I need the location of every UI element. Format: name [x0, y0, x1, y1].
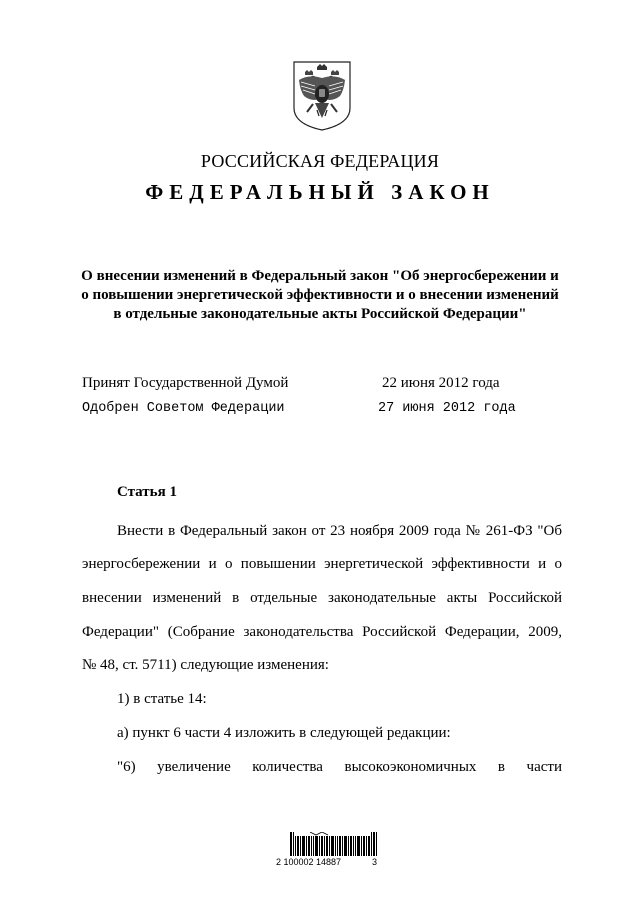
barcode-icon: [290, 832, 380, 856]
barcode-number: 2 100002 14887: [276, 857, 342, 867]
law-title-line: О внесении изменений в Федеральный закон "Об энергосбережении и: [81, 268, 559, 284]
russian-coat-of-arms-icon: [291, 60, 353, 132]
adoption-council-date: 27 июня 2012 года: [378, 401, 516, 416]
coat-of-arms-emblem: [291, 60, 353, 132]
adoption-council-label: Одобрен Советом Федерации: [82, 401, 285, 416]
adoption-duma-label: Принят Государственной Думой: [82, 375, 289, 391]
article-text-line: энергосбережении и о повышении энергетической эффективности и о: [82, 556, 562, 572]
article-text-line: Федерации" (Собрание законодательства Российской Федерации, 2009,: [82, 624, 562, 640]
article-text-line: "6) увеличение количества высокоэкономичных в части: [117, 759, 562, 775]
document-type: ФЕДЕРАЛЬНЫЙ ЗАКОН: [145, 180, 495, 204]
law-title: [74, 267, 566, 324]
article-text-line: Внести в Федеральный закон от 23 ноября 2009 года № 261-ФЗ "Об: [117, 523, 562, 539]
article-text-line: а) пункт 6 части 4 изложить в следующей редакции:: [117, 725, 451, 741]
barcode-check-digit: 3: [372, 857, 378, 867]
article-text-line: 1) в статье 14:: [117, 691, 207, 707]
law-title-line: в отдельные законодательные акты Российской Федерации": [113, 306, 527, 322]
article-text-line: внесении изменений в отдельные законодательные акты Российской: [82, 590, 562, 606]
article-text-line: № 48, ст. 5711) следующие изменения:: [82, 657, 329, 673]
article-heading: Статья 1: [117, 484, 177, 500]
barcode: [290, 832, 380, 856]
law-title-line: о повышении энергетической эффективности и о внесении изменений: [81, 287, 559, 303]
adoption-duma-date: 22 июня 2012 года: [382, 375, 500, 391]
country-name: РОССИЙСКАЯ ФЕДЕРАЦИЯ: [200, 151, 440, 171]
